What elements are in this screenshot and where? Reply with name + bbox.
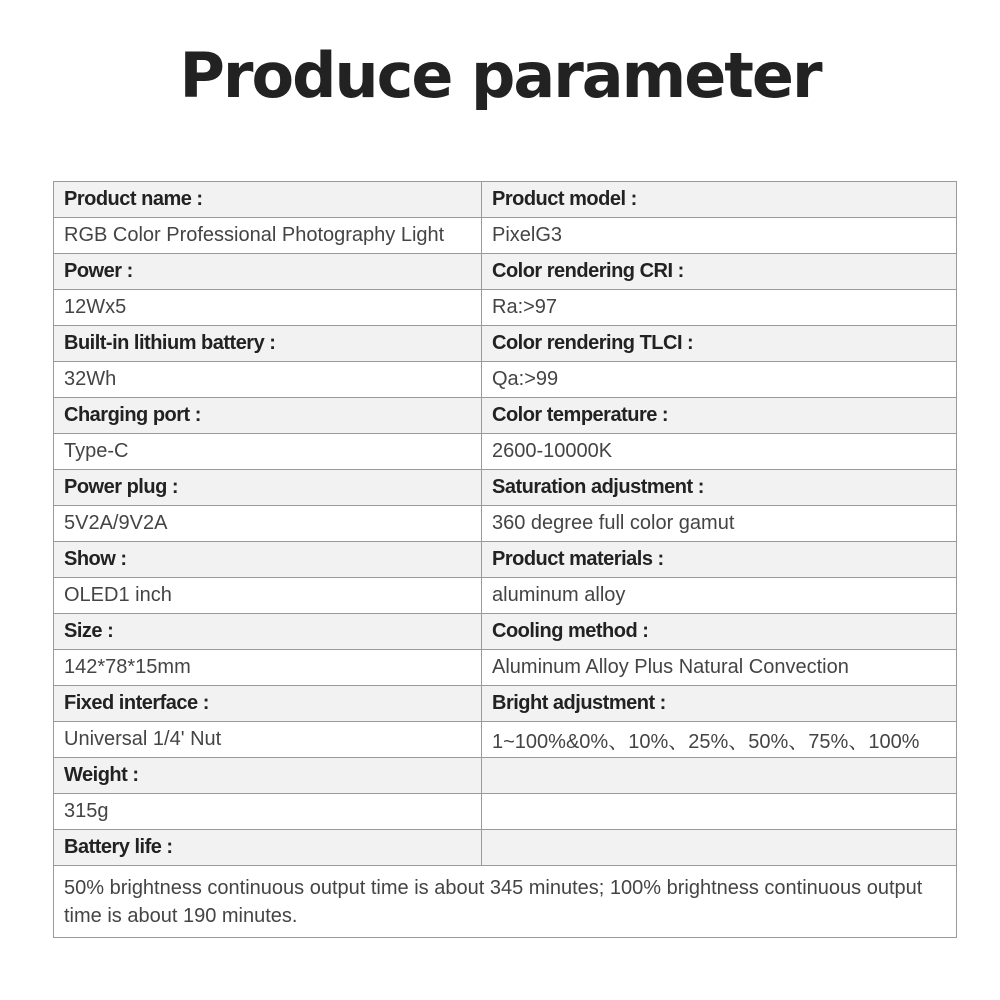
power-value: 12Wx5 (54, 290, 482, 326)
tlci-label: Color rendering TLCI : (482, 326, 957, 362)
color-temperature-value: 2600-10000K (482, 434, 957, 470)
charging-port-label: Charging port : (54, 398, 482, 434)
bright-adjustment-label: Bright adjustment : (482, 686, 957, 722)
bright-adjustment-value: 1~100%&0%、10%、25%、50%、75%、100% (482, 722, 957, 758)
table-row (54, 398, 957, 434)
parameter-table (53, 181, 957, 938)
battery-label: Built-in lithium battery : (54, 326, 482, 362)
table-row (54, 686, 957, 722)
color-temperature-label: Color temperature : (482, 398, 957, 434)
table-row (54, 182, 957, 218)
empty-cell (482, 794, 957, 830)
product-name-label: Product name : (54, 182, 482, 218)
weight-label: Weight : (54, 758, 482, 794)
weight-value: 315g (54, 794, 482, 830)
table-row (54, 218, 957, 254)
show-value: OLED1 inch (54, 578, 482, 614)
table-row (54, 758, 957, 794)
charging-port-value: Type-C (54, 434, 482, 470)
table-row (54, 434, 957, 470)
battery-life-value: 50% brightness continuous output time is about 345 minutes; 100% brightness continuous output time is about 190 minutes. (54, 866, 957, 938)
product-name-value: RGB Color Professional Photography Light (54, 218, 482, 254)
saturation-label: Saturation adjustment : (482, 470, 957, 506)
cri-label: Color rendering CRI : (482, 254, 957, 290)
empty-cell (482, 830, 957, 866)
fixed-interface-value: Universal 1/4' Nut (54, 722, 482, 758)
table-row (54, 290, 957, 326)
table-row (54, 506, 957, 542)
table-row (54, 470, 957, 506)
table-row (54, 722, 957, 758)
table-row (54, 254, 957, 290)
table-row (54, 542, 957, 578)
size-label: Size : (54, 614, 482, 650)
table-row (54, 614, 957, 650)
cooling-value: Aluminum Alloy Plus Natural Convection (482, 650, 957, 686)
table-row (54, 362, 957, 398)
product-model-label: Product model : (482, 182, 957, 218)
table-row (54, 866, 957, 938)
saturation-value: 360 degree full color gamut (482, 506, 957, 542)
table-row (54, 578, 957, 614)
power-plug-value: 5V2A/9V2A (54, 506, 482, 542)
materials-value: aluminum alloy (482, 578, 957, 614)
tlci-value: Qa:>99 (482, 362, 957, 398)
cri-value: Ra:>97 (482, 290, 957, 326)
table-row (54, 650, 957, 686)
materials-label: Product materials : (482, 542, 957, 578)
show-label: Show : (54, 542, 482, 578)
battery-value: 32Wh (54, 362, 482, 398)
power-label: Power : (54, 254, 482, 290)
table-row (54, 326, 957, 362)
page-title: Produce parameter (179, 39, 821, 112)
cooling-label: Cooling method : (482, 614, 957, 650)
empty-cell (482, 758, 957, 794)
power-plug-label: Power plug : (54, 470, 482, 506)
product-model-value: PixelG3 (482, 218, 957, 254)
table-row (54, 830, 957, 866)
table-row (54, 794, 957, 830)
size-value: 142*78*15mm (54, 650, 482, 686)
fixed-interface-label: Fixed interface : (54, 686, 482, 722)
battery-life-label: Battery life : (54, 830, 482, 866)
